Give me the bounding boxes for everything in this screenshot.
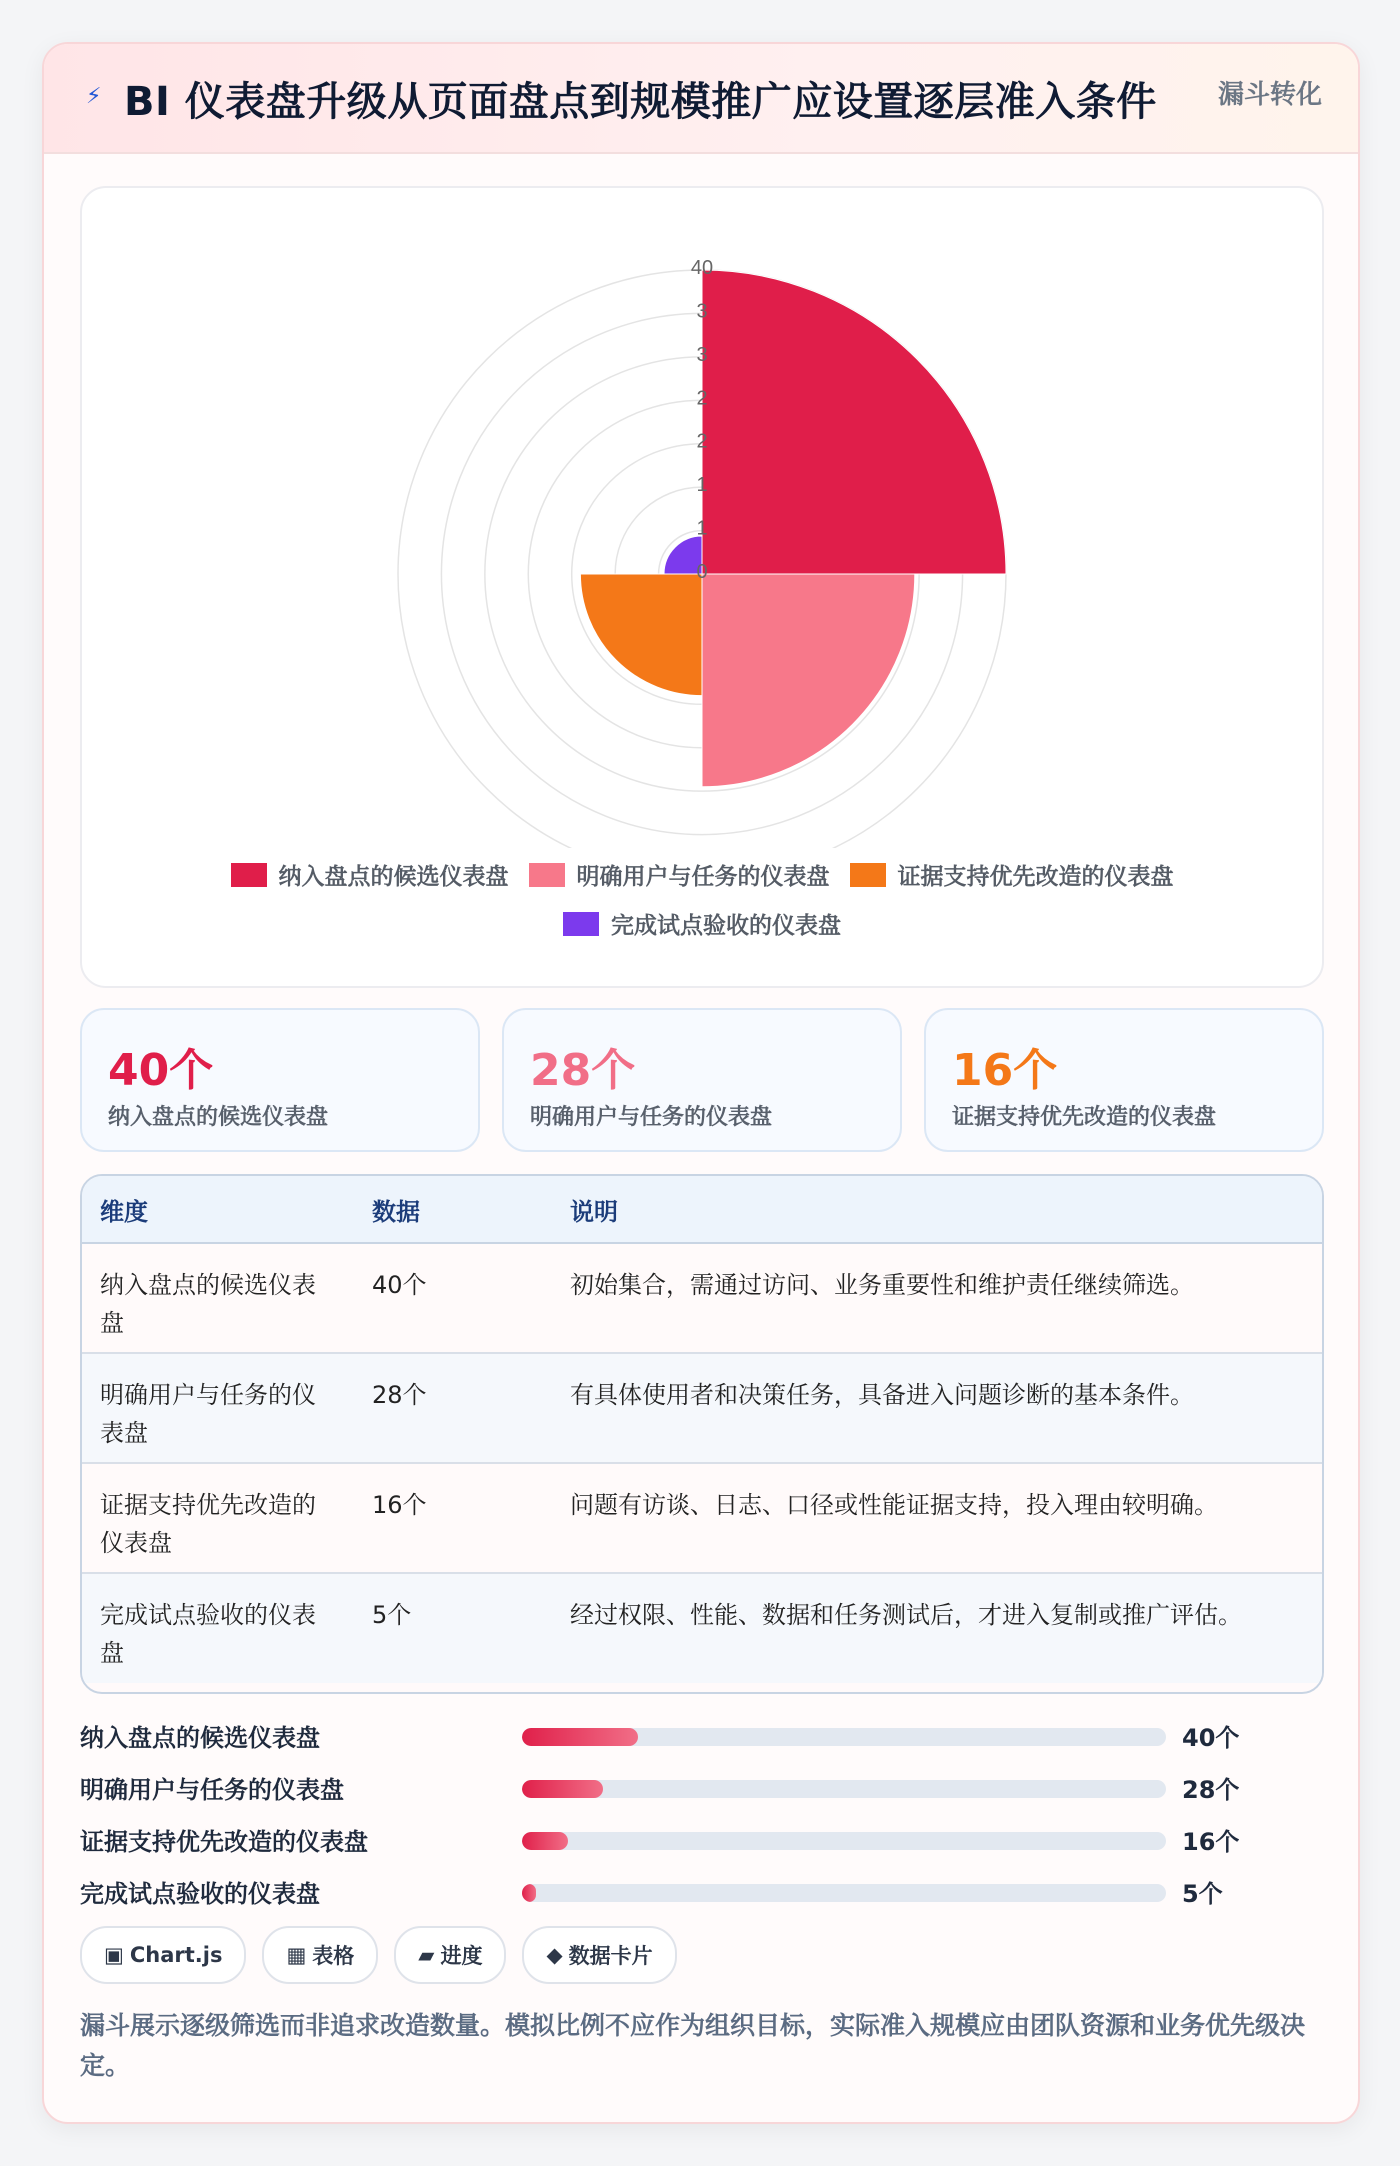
table-row — [82, 1573, 1322, 1683]
stat-value: 40个 — [108, 1045, 214, 1096]
polar-area-chart — [82, 188, 1322, 848]
progress-value: 16个 — [1182, 1828, 1240, 1856]
legend-swatch — [850, 863, 886, 887]
radial-tick-label: 1 — [696, 517, 708, 540]
chart-panel — [80, 186, 1324, 988]
feature-pills — [80, 1926, 677, 1984]
legend-label: 完成试点验收的仪表盘 — [611, 913, 841, 939]
pill-progress[interactable] — [394, 1926, 506, 1984]
radial-tick-label: 2 — [696, 430, 708, 453]
radial-tick-label: 2 — [696, 387, 708, 410]
radial-tick-label: 0 — [696, 561, 708, 583]
stat-cards — [80, 1008, 1320, 1148]
pill-table[interactable] — [262, 1926, 378, 1984]
data-table — [80, 1174, 1324, 1694]
table-cell: 16个 — [354, 1463, 552, 1573]
table-header-row — [82, 1176, 1322, 1243]
table-cell: 初始集合，需通过访问、业务重要性和维护责任继续筛选。 — [552, 1243, 1322, 1353]
stat-value: 16个 — [952, 1045, 1058, 1096]
table-cell: 纳入盘点的候选仪表盘 — [82, 1243, 354, 1353]
progress-fill — [522, 1884, 536, 1902]
table-icon: ▦ — [286, 1943, 307, 1967]
polar-segment — [702, 574, 915, 787]
table-cell: 28个 — [354, 1353, 552, 1463]
pill-data-card[interactable] — [522, 1926, 676, 1984]
table-cell: 证据支持优先改造的仪表盘 — [82, 1463, 354, 1573]
radial-tick-label: 3 — [696, 343, 708, 366]
main-card — [42, 42, 1360, 2124]
legend-swatch — [231, 863, 267, 887]
progress-icon: ▰ — [418, 1943, 435, 1967]
table-row — [82, 1243, 1322, 1353]
table-cell: 经过权限、性能、数据和任务测试后，才进入复制或推广评估。 — [552, 1573, 1322, 1683]
progress-fill — [522, 1832, 568, 1850]
progress-value: 40个 — [1182, 1724, 1240, 1752]
radial-tick-label: 3 — [696, 300, 708, 323]
progress-track — [522, 1728, 1166, 1746]
table-cell: 有具体使用者和决策任务，具备进入问题诊断的基本条件。 — [552, 1353, 1322, 1463]
legend-item[interactable] — [563, 907, 841, 940]
progress-value: 5个 — [1182, 1880, 1223, 1908]
bolt-icon: ⚡ — [86, 84, 102, 109]
progress-label: 完成试点验收的仪表盘 — [80, 1880, 320, 1908]
progress-row — [80, 1716, 1320, 1756]
pill-chartjs[interactable] — [80, 1926, 246, 1984]
column-header: 数据 — [354, 1176, 552, 1243]
page-title: BI 仪表盘升级从页面盘点到规模推广应设置逐层准入条件 — [124, 79, 1157, 125]
footnote: 漏斗展示逐级筛选而非追求改造数量。模拟比例不应作为组织目标，实际准入规模应由团队资源和业务优先级决定。 — [80, 2011, 1306, 2080]
table-cell: 完成试点验收的仪表盘 — [82, 1573, 354, 1683]
stat-label: 证据支持优先改造的仪表盘 — [952, 1105, 1217, 1130]
legend-item[interactable] — [850, 858, 1174, 891]
chart-icon: ▣ — [104, 1943, 124, 1967]
progress-row — [80, 1872, 1320, 1912]
polar-segment — [580, 574, 702, 696]
stat-value: 28个 — [530, 1045, 636, 1096]
pill-label: Chart.js — [129, 1943, 223, 1967]
card-header — [44, 44, 1358, 154]
progress-label: 纳入盘点的候选仪表盘 — [80, 1724, 320, 1752]
legend-label: 纳入盘点的候选仪表盘 — [278, 864, 509, 890]
pill-label: 数据卡片 — [568, 1944, 653, 1968]
radial-tick-label: 40 — [690, 257, 714, 279]
diamond-icon: ◆ — [546, 1943, 563, 1967]
legend-label: 明确用户与任务的仪表盘 — [576, 864, 830, 890]
progress-row — [80, 1820, 1320, 1860]
progress-fill — [522, 1728, 638, 1746]
progress-label: 证据支持优先改造的仪表盘 — [80, 1828, 368, 1856]
progress-track — [522, 1780, 1166, 1798]
stat-card — [924, 1008, 1324, 1152]
table-cell: 5个 — [354, 1573, 552, 1683]
stat-label: 纳入盘点的候选仪表盘 — [108, 1105, 329, 1130]
column-header: 维度 — [82, 1176, 354, 1243]
legend-swatch — [529, 863, 565, 887]
progress-row — [80, 1768, 1320, 1808]
radial-tick-label: 1 — [696, 474, 708, 497]
polar-segment — [702, 270, 1006, 574]
progress-label: 明确用户与任务的仪表盘 — [80, 1776, 344, 1804]
progress-value: 28个 — [1182, 1776, 1240, 1804]
legend-item[interactable] — [529, 858, 830, 891]
progress-fill — [522, 1780, 603, 1798]
progress-track — [522, 1884, 1166, 1902]
column-header: 说明 — [552, 1176, 1322, 1243]
table-cell: 明确用户与任务的仪表盘 — [82, 1353, 354, 1463]
stat-card — [502, 1008, 902, 1152]
stat-card — [80, 1008, 480, 1152]
progress-track — [522, 1832, 1166, 1850]
pill-label: 表格 — [312, 1944, 355, 1968]
legend-item[interactable] — [231, 858, 509, 891]
table-cell: 40个 — [354, 1243, 552, 1353]
table-cell: 问题有访谈、日志、口径或性能证据支持，投入理由较明确。 — [552, 1463, 1322, 1573]
stat-label: 明确用户与任务的仪表盘 — [530, 1105, 773, 1130]
table-row — [82, 1353, 1322, 1463]
legend-label: 证据支持优先改造的仪表盘 — [897, 864, 1174, 890]
pill-label: 进度 — [440, 1944, 483, 1968]
table-row — [82, 1463, 1322, 1573]
chart-legend — [82, 858, 1322, 956]
legend-swatch — [563, 912, 599, 936]
category-tag: 漏斗转化 — [1217, 80, 1322, 110]
